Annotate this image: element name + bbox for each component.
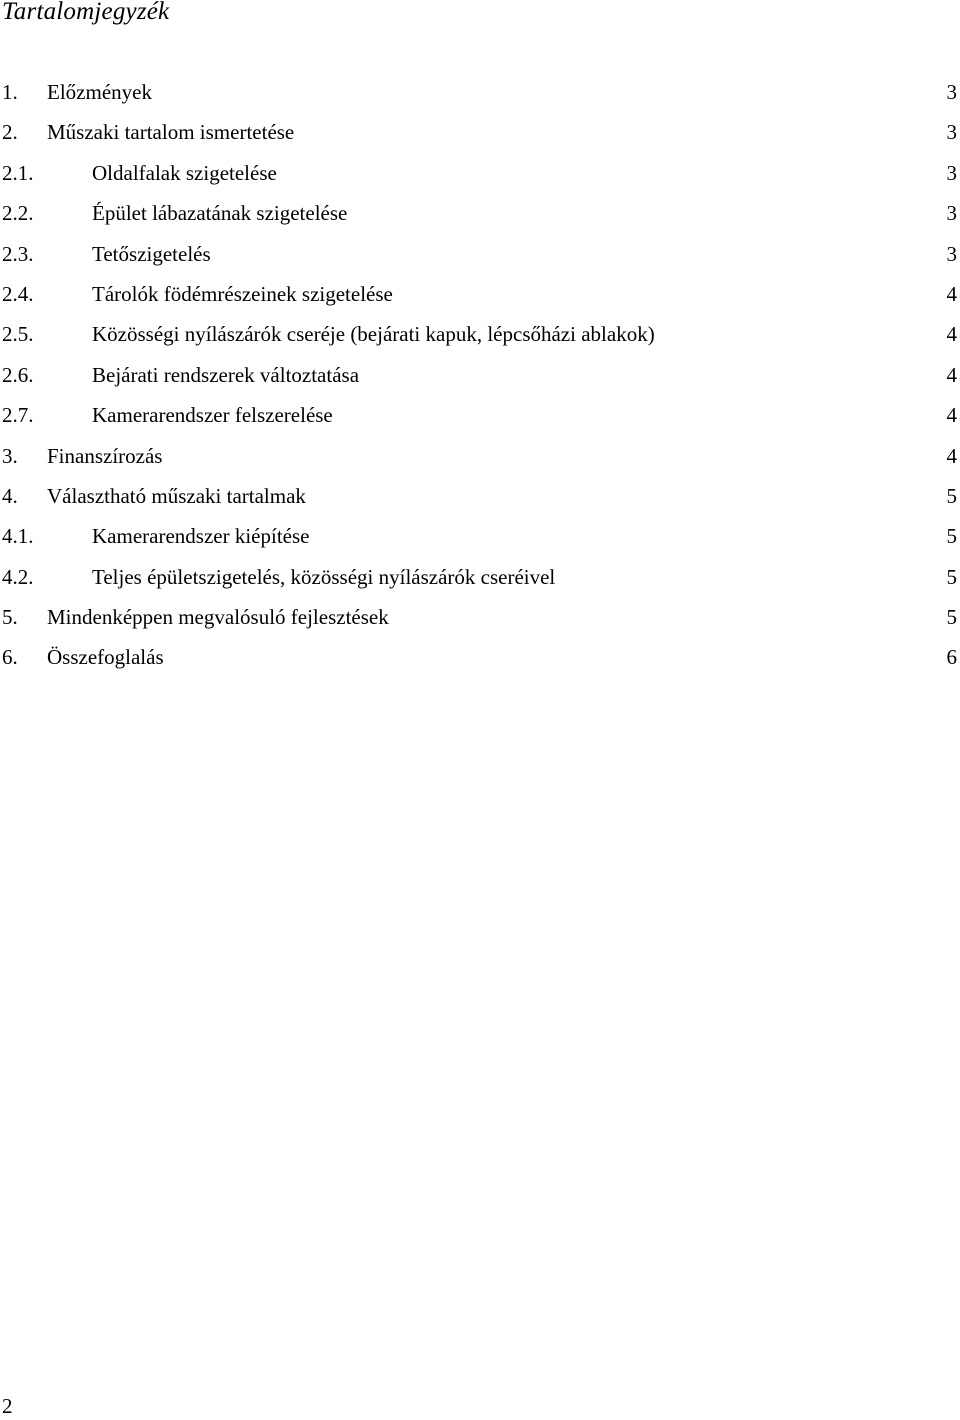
- toc-entry[interactable]: [0, 522, 960, 562]
- toc-entry-page: 4: [946, 403, 957, 428]
- toc-entry-number: 2.3.: [2, 241, 34, 266]
- toc-entry-page: 3: [946, 160, 957, 185]
- toc-entry[interactable]: [0, 482, 960, 522]
- toc-entry-number: 2.5.: [2, 322, 34, 347]
- toc-entry-page: 3: [946, 241, 957, 266]
- toc-entry-number: 6.: [2, 645, 18, 670]
- toc-entry-number: 2.: [2, 120, 18, 145]
- toc-entry-page: 4: [946, 443, 957, 468]
- page-number: 2: [2, 1394, 13, 1418]
- toc-entry[interactable]: [0, 118, 960, 158]
- toc-entry-page: 3: [946, 201, 957, 226]
- toc-entry-title[interactable]: Tetőszigetelés: [92, 241, 211, 266]
- toc-entry[interactable]: [0, 401, 960, 441]
- toc-entry[interactable]: [0, 603, 960, 643]
- toc-entry[interactable]: [0, 563, 960, 603]
- toc-entry-number: 2.7.: [2, 403, 34, 428]
- toc-entry-title[interactable]: Mindenképpen megvalósuló fejlesztések: [47, 605, 389, 630]
- toc-entry-page: 4: [946, 281, 957, 306]
- toc-entry[interactable]: [0, 643, 960, 683]
- toc-entry[interactable]: [0, 361, 960, 401]
- toc-entry[interactable]: [0, 159, 960, 199]
- toc-entry-number: 5.: [2, 605, 18, 630]
- toc-entry-page: 3: [946, 120, 957, 145]
- toc-entry-title[interactable]: Kamerarendszer kiépítése: [92, 524, 310, 549]
- toc-entry-number: 4.1.: [2, 524, 34, 549]
- toc-entry-number: 4.: [2, 483, 18, 508]
- toc-entry[interactable]: [0, 442, 960, 482]
- toc-entry-title[interactable]: Összefoglalás: [47, 645, 164, 670]
- toc-entry-page: 5: [946, 483, 957, 508]
- toc-entry-number: 3.: [2, 443, 18, 468]
- toc-entry-number: 2.2.: [2, 201, 34, 226]
- toc-entry-number: 2.6.: [2, 362, 34, 387]
- toc-entry-number: 2.1.: [2, 160, 34, 185]
- toc-entry-title[interactable]: Bejárati rendszerek változtatása: [92, 362, 360, 387]
- toc-entry-page: 5: [946, 605, 957, 630]
- toc-list: [0, 78, 960, 684]
- toc-entry-title[interactable]: Műszaki tartalom ismertetése: [47, 120, 295, 145]
- toc-entry[interactable]: [0, 280, 960, 320]
- toc-entry-title[interactable]: Választható műszaki tartalmak: [47, 483, 306, 508]
- toc-entry-title[interactable]: Finanszírozás: [47, 443, 163, 468]
- toc-entry[interactable]: [0, 320, 960, 360]
- toc-entry-title[interactable]: Oldalfalak szigetelése: [92, 160, 277, 185]
- toc-entry-title[interactable]: Közösségi nyílászárók cseréje (bejárati kapuk, lépcsőházi ablakok): [92, 322, 655, 347]
- toc-entry-title[interactable]: Előzmények: [47, 80, 152, 104]
- toc-entry-title[interactable]: Kamerarendszer felszerelése: [92, 403, 333, 428]
- toc-entry-number: 1.: [2, 80, 18, 104]
- toc-entry-page: 3: [946, 80, 957, 104]
- toc-entry-number: 2.4.: [2, 281, 34, 306]
- toc-entry-title[interactable]: Épület lábazatának szigetelése: [92, 201, 348, 226]
- toc-entry-page: 5: [946, 524, 957, 549]
- toc-entry-page: 5: [946, 564, 957, 589]
- toc-entry-page: 6: [946, 645, 957, 670]
- toc-entry-title[interactable]: Tárolók födémrészeinek szigetelése: [92, 281, 393, 306]
- toc-entry-number: 4.2.: [2, 564, 34, 589]
- toc-entry[interactable]: [0, 240, 960, 280]
- toc-entry-page: 4: [946, 362, 957, 387]
- toc-entry-page: 4: [946, 322, 957, 347]
- toc-entry[interactable]: [0, 78, 960, 118]
- toc-entry-title[interactable]: Teljes épületszigetelés, közösségi nyílászárók cseréivel: [92, 564, 556, 589]
- toc-title: Tartalomjegyzék: [2, 0, 170, 25]
- toc-entry[interactable]: [0, 199, 960, 239]
